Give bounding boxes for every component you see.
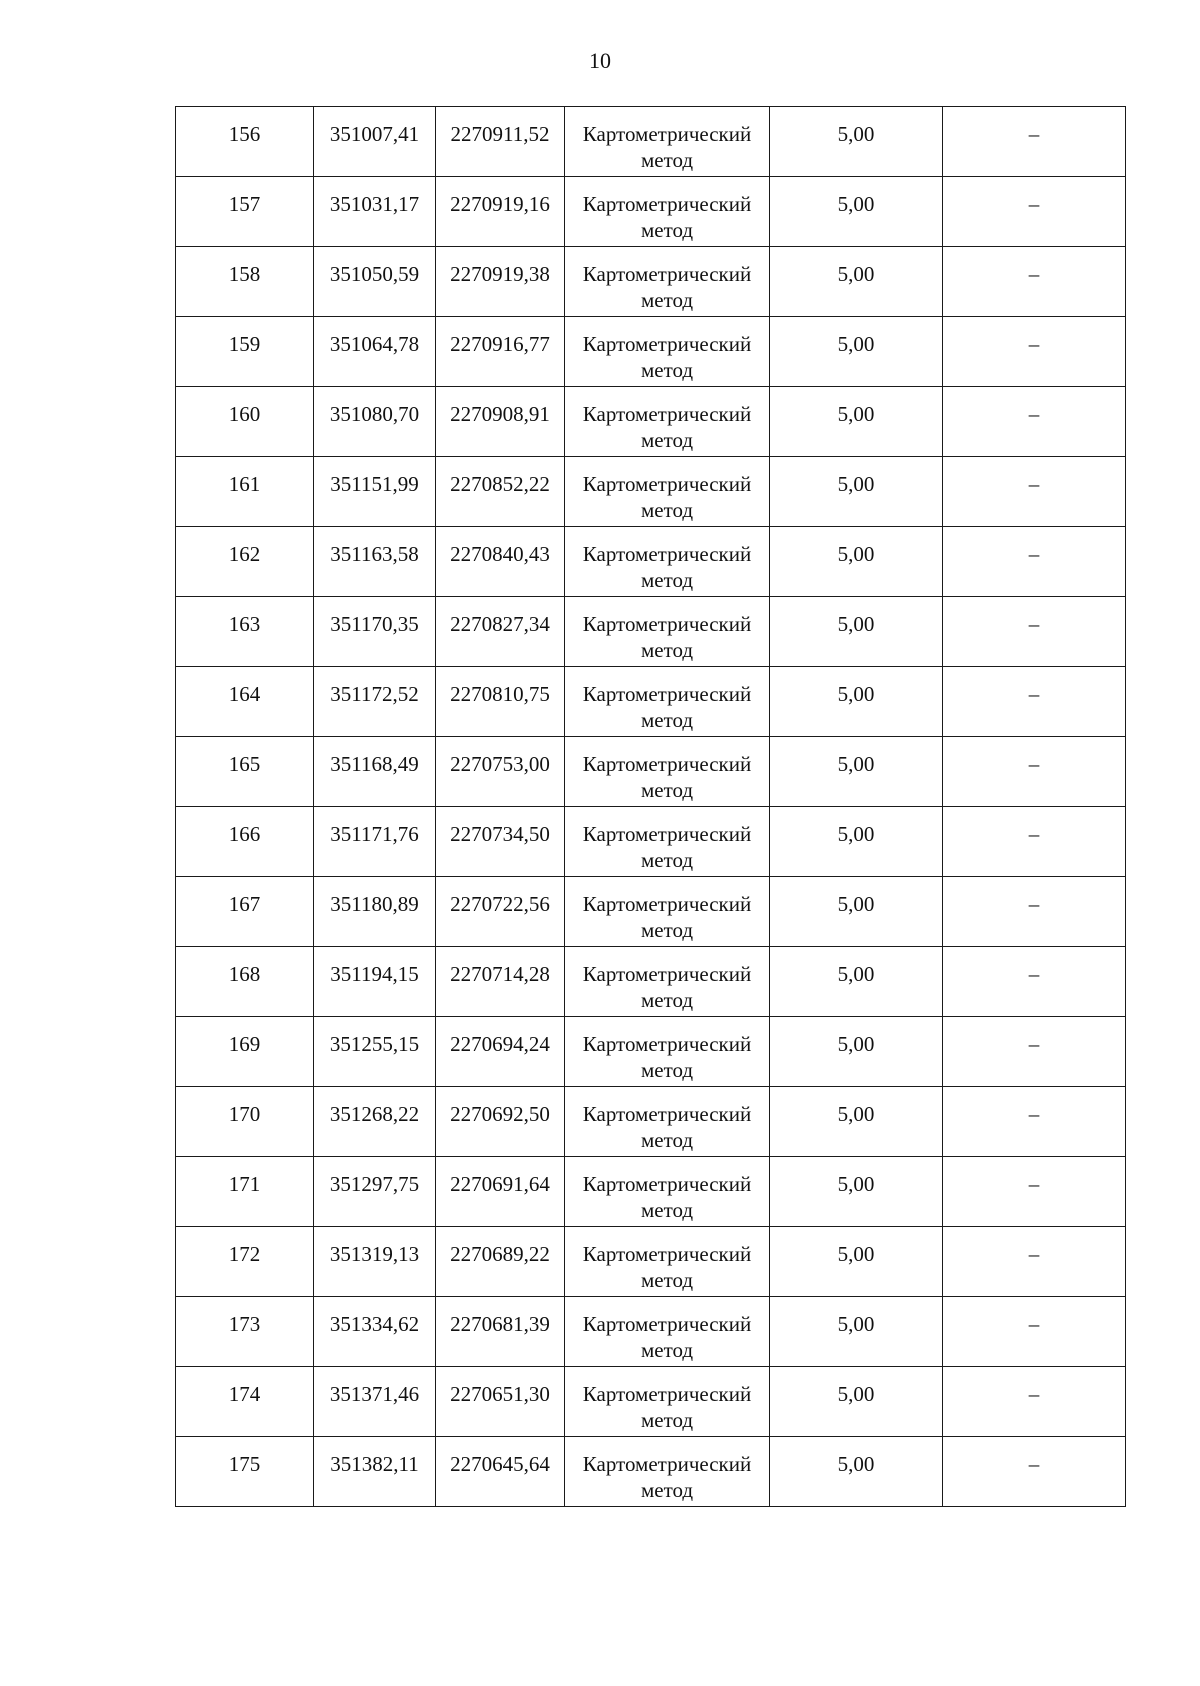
accuracy-cell: 5,00 — [770, 107, 943, 177]
x-coordinate-cell: 351172,52 — [314, 667, 436, 737]
accuracy-cell: 5,00 — [770, 457, 943, 527]
method-line-1: Картометрический — [582, 262, 752, 286]
method-cell — [565, 527, 770, 597]
description-cell: – — [943, 387, 1126, 457]
table-row — [176, 737, 1126, 807]
point-number-cell: 163 — [176, 597, 314, 667]
description-cell: – — [943, 107, 1126, 177]
accuracy-cell: 5,00 — [770, 527, 943, 597]
table-row — [176, 457, 1126, 527]
x-coordinate-cell: 351170,35 — [314, 597, 436, 667]
description-cell: – — [943, 667, 1126, 737]
y-coordinate-cell: 2270908,91 — [436, 387, 565, 457]
description-cell: – — [943, 877, 1126, 947]
table-row — [176, 1087, 1126, 1157]
y-coordinate-cell: 2270681,39 — [436, 1297, 565, 1367]
y-coordinate-cell: 2270714,28 — [436, 947, 565, 1017]
method-line-1: Картометрический — [582, 1102, 752, 1126]
accuracy-cell: 5,00 — [770, 317, 943, 387]
table-row — [176, 527, 1126, 597]
accuracy-cell: 5,00 — [770, 737, 943, 807]
y-coordinate-cell: 2270689,22 — [436, 1227, 565, 1297]
y-coordinate-cell: 2270691,64 — [436, 1157, 565, 1227]
method-line-2: метод — [640, 638, 694, 662]
y-coordinate-cell: 2270911,52 — [436, 107, 565, 177]
x-coordinate-cell: 351151,99 — [314, 457, 436, 527]
method-cell — [565, 1157, 770, 1227]
description-cell: – — [943, 1367, 1126, 1437]
method-line-1: Картометрический — [582, 1242, 752, 1266]
point-number-cell: 160 — [176, 387, 314, 457]
y-coordinate-cell: 2270840,43 — [436, 527, 565, 597]
table-row — [176, 247, 1126, 317]
point-number-cell: 172 — [176, 1227, 314, 1297]
method-line-1: Картометрический — [582, 542, 752, 566]
method-line-1: Картометрический — [582, 1172, 752, 1196]
y-coordinate-cell: 2270692,50 — [436, 1087, 565, 1157]
method-cell — [565, 597, 770, 667]
point-number-cell: 173 — [176, 1297, 314, 1367]
method-line-1: Картометрический — [582, 612, 752, 636]
accuracy-cell: 5,00 — [770, 1157, 943, 1227]
method-cell — [565, 667, 770, 737]
method-line-1: Картометрический — [582, 822, 752, 846]
x-coordinate-cell: 351050,59 — [314, 247, 436, 317]
method-cell — [565, 177, 770, 247]
accuracy-cell: 5,00 — [770, 667, 943, 737]
method-line-2: метод — [640, 1338, 694, 1362]
method-line-2: метод — [640, 218, 694, 242]
method-line-2: метод — [640, 428, 694, 452]
table-row — [176, 807, 1126, 877]
description-cell: – — [943, 457, 1126, 527]
description-cell: – — [943, 807, 1126, 877]
method-line-2: метод — [640, 358, 694, 382]
method-cell — [565, 1367, 770, 1437]
method-line-2: метод — [640, 148, 694, 172]
method-cell — [565, 1437, 770, 1507]
x-coordinate-cell: 351371,46 — [314, 1367, 436, 1437]
table-row — [176, 667, 1126, 737]
x-coordinate-cell: 351007,41 — [314, 107, 436, 177]
y-coordinate-cell: 2270852,22 — [436, 457, 565, 527]
accuracy-cell: 5,00 — [770, 177, 943, 247]
point-number-cell: 162 — [176, 527, 314, 597]
method-line-2: метод — [640, 1128, 694, 1152]
description-cell: – — [943, 737, 1126, 807]
point-number-cell: 169 — [176, 1017, 314, 1087]
method-line-1: Картометрический — [582, 1312, 752, 1336]
method-line-2: метод — [640, 988, 694, 1012]
x-coordinate-cell: 351180,89 — [314, 877, 436, 947]
description-cell: – — [943, 247, 1126, 317]
method-line-2: метод — [640, 1408, 694, 1432]
method-line-2: метод — [640, 848, 694, 872]
point-number-cell: 166 — [176, 807, 314, 877]
method-line-2: метод — [640, 1198, 694, 1222]
description-cell: – — [943, 597, 1126, 667]
point-number-cell: 164 — [176, 667, 314, 737]
x-coordinate-cell: 351080,70 — [314, 387, 436, 457]
method-line-1: Картометрический — [582, 332, 752, 356]
method-line-1: Картометрический — [582, 122, 752, 146]
point-number-cell: 174 — [176, 1367, 314, 1437]
x-coordinate-cell: 351382,11 — [314, 1437, 436, 1507]
accuracy-cell: 5,00 — [770, 247, 943, 317]
method-line-2: метод — [640, 918, 694, 942]
method-line-1: Картометрический — [582, 472, 752, 496]
method-line-2: метод — [640, 778, 694, 802]
table-row — [176, 177, 1126, 247]
y-coordinate-cell: 2270722,56 — [436, 877, 565, 947]
point-number-cell: 159 — [176, 317, 314, 387]
method-cell — [565, 1017, 770, 1087]
table-row — [176, 1297, 1126, 1367]
method-cell — [565, 1297, 770, 1367]
point-number-cell: 168 — [176, 947, 314, 1017]
x-coordinate-cell: 351297,75 — [314, 1157, 436, 1227]
description-cell: – — [943, 1297, 1126, 1367]
method-cell — [565, 947, 770, 1017]
method-line-1: Картометрический — [582, 752, 752, 776]
y-coordinate-cell: 2270919,16 — [436, 177, 565, 247]
point-number-cell: 175 — [176, 1437, 314, 1507]
y-coordinate-cell: 2270694,24 — [436, 1017, 565, 1087]
method-cell — [565, 457, 770, 527]
x-coordinate-cell: 351163,58 — [314, 527, 436, 597]
method-line-2: метод — [640, 288, 694, 312]
method-line-1: Картометрический — [582, 1382, 752, 1406]
method-cell — [565, 1227, 770, 1297]
method-cell — [565, 387, 770, 457]
method-line-1: Картометрический — [582, 962, 752, 986]
table-row — [176, 1437, 1126, 1507]
point-number-cell: 156 — [176, 107, 314, 177]
table-row — [176, 877, 1126, 947]
description-cell: – — [943, 1087, 1126, 1157]
method-cell — [565, 317, 770, 387]
accuracy-cell: 5,00 — [770, 1087, 943, 1157]
y-coordinate-cell: 2270810,75 — [436, 667, 565, 737]
point-number-cell: 170 — [176, 1087, 314, 1157]
description-cell: – — [943, 527, 1126, 597]
point-number-cell: 171 — [176, 1157, 314, 1227]
method-line-2: метод — [640, 568, 694, 592]
description-cell: – — [943, 1437, 1126, 1507]
x-coordinate-cell: 351334,62 — [314, 1297, 436, 1367]
coordinates-table-body — [176, 107, 1126, 1507]
table-row — [176, 317, 1126, 387]
method-cell — [565, 107, 770, 177]
x-coordinate-cell: 351168,49 — [314, 737, 436, 807]
point-number-cell: 158 — [176, 247, 314, 317]
description-cell: – — [943, 317, 1126, 387]
table-row — [176, 387, 1126, 457]
y-coordinate-cell: 2270753,00 — [436, 737, 565, 807]
accuracy-cell: 5,00 — [770, 597, 943, 667]
accuracy-cell: 5,00 — [770, 1437, 943, 1507]
method-line-2: метод — [640, 498, 694, 522]
table-row — [176, 1017, 1126, 1087]
method-line-1: Картометрический — [582, 402, 752, 426]
y-coordinate-cell: 2270827,34 — [436, 597, 565, 667]
y-coordinate-cell: 2270651,30 — [436, 1367, 565, 1437]
page-number: 10 — [589, 48, 611, 73]
description-cell: – — [943, 1157, 1126, 1227]
table-row — [176, 597, 1126, 667]
method-line-1: Картометрический — [582, 682, 752, 706]
y-coordinate-cell: 2270916,77 — [436, 317, 565, 387]
y-coordinate-cell: 2270734,50 — [436, 807, 565, 877]
method-cell — [565, 1087, 770, 1157]
table-row — [176, 947, 1126, 1017]
description-cell: – — [943, 947, 1126, 1017]
table-row — [176, 1367, 1126, 1437]
accuracy-cell: 5,00 — [770, 1367, 943, 1437]
method-line-2: метод — [640, 1058, 694, 1082]
x-coordinate-cell: 351319,13 — [314, 1227, 436, 1297]
table-row — [176, 1157, 1126, 1227]
method-line-1: Картометрический — [582, 1452, 752, 1476]
x-coordinate-cell: 351268,22 — [314, 1087, 436, 1157]
accuracy-cell: 5,00 — [770, 387, 943, 457]
table-row — [176, 1227, 1126, 1297]
method-cell — [565, 877, 770, 947]
method-line-2: метод — [640, 1268, 694, 1292]
y-coordinate-cell: 2270919,38 — [436, 247, 565, 317]
method-line-2: метод — [640, 708, 694, 732]
description-cell: – — [943, 177, 1126, 247]
accuracy-cell: 5,00 — [770, 947, 943, 1017]
table-row — [176, 107, 1126, 177]
point-number-cell: 157 — [176, 177, 314, 247]
x-coordinate-cell: 351031,17 — [314, 177, 436, 247]
accuracy-cell: 5,00 — [770, 1017, 943, 1087]
method-line-1: Картометрический — [582, 1032, 752, 1056]
accuracy-cell: 5,00 — [770, 807, 943, 877]
method-cell — [565, 247, 770, 317]
x-coordinate-cell: 351171,76 — [314, 807, 436, 877]
method-cell — [565, 737, 770, 807]
x-coordinate-cell: 351255,15 — [314, 1017, 436, 1087]
description-cell: – — [943, 1227, 1126, 1297]
method-line-1: Картометрический — [582, 892, 752, 916]
description-cell: – — [943, 1017, 1126, 1087]
y-coordinate-cell: 2270645,64 — [436, 1437, 565, 1507]
x-coordinate-cell: 351194,15 — [314, 947, 436, 1017]
accuracy-cell: 5,00 — [770, 1297, 943, 1367]
coordinates-table — [175, 106, 1126, 1507]
point-number-cell: 167 — [176, 877, 314, 947]
accuracy-cell: 5,00 — [770, 1227, 943, 1297]
point-number-cell: 165 — [176, 737, 314, 807]
point-number-cell: 161 — [176, 457, 314, 527]
method-cell — [565, 807, 770, 877]
x-coordinate-cell: 351064,78 — [314, 317, 436, 387]
method-line-1: Картометрический — [582, 192, 752, 216]
accuracy-cell: 5,00 — [770, 877, 943, 947]
method-line-2: метод — [640, 1478, 694, 1502]
